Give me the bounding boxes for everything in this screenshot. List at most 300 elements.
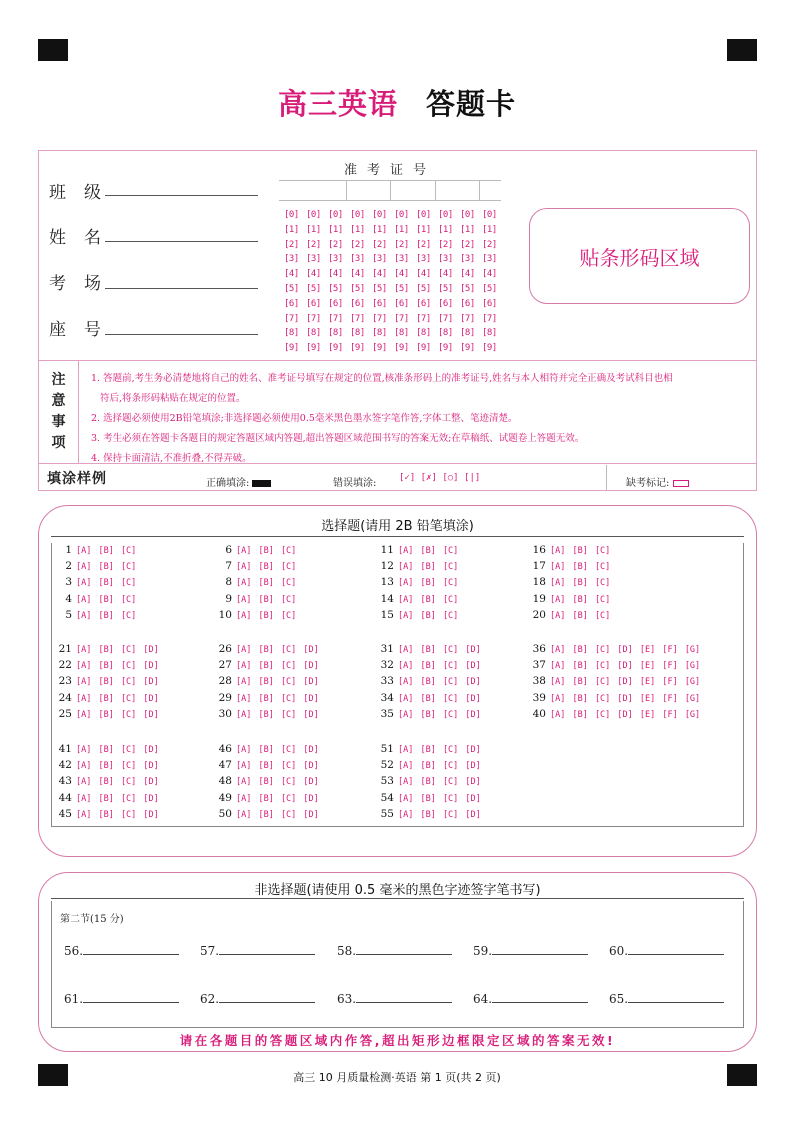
option-bubbles[interactable]: [A] [B] [C] — [236, 546, 297, 556]
question-row — [52, 592, 136, 608]
digit-bubble[interactable]: [9] — [482, 343, 497, 354]
question-row — [526, 608, 610, 624]
digit-bubble[interactable]: [5] — [350, 283, 365, 294]
question-number: 32 — [380, 659, 394, 672]
wrong-fill-marks: [✓] [✗] [○] [|] — [399, 473, 481, 483]
option-bubbles[interactable]: [A] [B] [C] [D] — [236, 777, 319, 788]
absent-label: 缺考标记: — [626, 478, 670, 489]
digit-bubble[interactable]: [8] — [460, 328, 475, 339]
alignment-mark-top-right — [727, 39, 757, 61]
absent-mark — [626, 474, 689, 489]
blank-number: 58. — [337, 944, 357, 958]
digit-bubble[interactable]: [5] — [372, 283, 387, 294]
exam-id-boxes[interactable] — [279, 180, 501, 201]
question-row — [526, 592, 610, 608]
blank-number: 61. — [64, 992, 84, 1006]
divider — [606, 465, 607, 491]
option-bubbles[interactable]: [A] [B] [C] [D] — [236, 793, 319, 804]
digit-bubble[interactable]: [7] — [394, 313, 409, 324]
digit-bubble[interactable]: [7] — [482, 313, 497, 324]
question-number: 41 — [58, 743, 72, 755]
answer-blank[interactable] — [337, 943, 452, 958]
question-column — [212, 642, 319, 723]
option-bubbles[interactable]: [A] [B] [C] — [236, 562, 297, 573]
digit-bubble[interactable]: [6] — [482, 298, 497, 309]
digit-bubble[interactable]: [8] — [416, 328, 431, 339]
blank-number: 62. — [200, 992, 220, 1006]
digit-bubble[interactable]: [5] — [394, 283, 409, 294]
option-bubbles[interactable]: [A] [B] [C] [D] — [236, 693, 319, 704]
question-number: 55 — [380, 807, 394, 820]
answer-blank[interactable] — [64, 943, 179, 958]
digit-bubble[interactable]: [7] — [416, 313, 431, 324]
digit-bubble[interactable]: [4] — [460, 269, 475, 280]
question-number: 39 — [532, 691, 546, 704]
question-row — [212, 592, 296, 608]
question-number: 18 — [532, 576, 546, 589]
question-number: 33 — [380, 675, 394, 688]
question-row — [52, 742, 159, 758]
digit-bubble[interactable]: [2] — [350, 239, 365, 250]
nonchoice-answer-area — [51, 901, 744, 1028]
option-bubbles[interactable]: [A] [B] [C] — [550, 578, 611, 589]
answer-blank[interactable] — [473, 991, 588, 1006]
question-number: 26 — [218, 643, 232, 655]
option-bubbles[interactable]: [A] [B] [C] [D] [E] [F] [G] — [550, 693, 701, 704]
option-bubbles[interactable]: [A] [B] [C] — [236, 578, 297, 589]
answer-blank[interactable] — [337, 991, 452, 1006]
digit-bubble[interactable]: [0] — [350, 210, 365, 220]
notes-heading-char: 意 — [51, 392, 66, 409]
blank-line[interactable] — [628, 943, 724, 955]
option-bubbles[interactable]: [A] [B] [C] [D] [E] [F] [G] — [550, 645, 701, 655]
blank-line[interactable] — [492, 943, 588, 955]
question-column — [526, 543, 610, 624]
option-bubbles[interactable]: [A] [B] [C] [D] — [398, 777, 481, 788]
absent-checkbox[interactable] — [673, 480, 689, 487]
digit-bubble[interactable]: [6] — [438, 298, 453, 309]
question-row — [212, 791, 319, 807]
question-number: 28 — [218, 675, 232, 688]
digit-bubble[interactable]: [0] — [284, 210, 299, 220]
digit-bubble[interactable]: [0] — [328, 210, 343, 220]
digit-bubble[interactable]: [1] — [284, 224, 299, 235]
option-bubbles[interactable]: [A] [B] [C] [D] — [236, 761, 319, 772]
digit-bubble[interactable]: [6] — [306, 298, 321, 309]
question-number: 14 — [380, 592, 394, 605]
digit-bubble[interactable]: [5] — [306, 283, 321, 294]
digit-bubble[interactable]: [6] — [460, 298, 475, 309]
question-row — [52, 707, 159, 723]
digit-bubble[interactable]: [9] — [416, 343, 431, 354]
digit-bubble[interactable]: [7] — [306, 313, 321, 324]
question-column — [374, 642, 481, 723]
digit-bubble[interactable]: [7] — [350, 313, 365, 324]
option-bubbles[interactable]: [A] [B] [C] — [236, 610, 297, 621]
exam-id-digit-column[interactable] — [306, 208, 326, 356]
nonchoice-section — [38, 872, 757, 1052]
digit-bubble[interactable]: [3] — [328, 254, 343, 265]
digit-bubble[interactable]: [6] — [350, 298, 365, 309]
answer-blank[interactable] — [609, 943, 724, 958]
sample-label: 填涂样例 — [47, 471, 107, 487]
question-row — [526, 559, 610, 575]
blank-line[interactable] — [492, 991, 588, 1003]
question-row — [526, 575, 610, 591]
digit-bubble[interactable]: [6] — [372, 298, 387, 309]
digit-bubble[interactable]: [1] — [438, 224, 453, 235]
answer-blank[interactable] — [64, 991, 179, 1006]
digit-bubble[interactable]: [5] — [328, 283, 343, 294]
answer-blank[interactable] — [473, 943, 588, 958]
option-bubbles[interactable]: [A] [B] [C] — [76, 546, 137, 556]
digit-bubble[interactable]: [1] — [328, 224, 343, 235]
question-row — [374, 674, 481, 690]
question-row — [526, 674, 700, 690]
digit-bubble[interactable]: [8] — [284, 328, 299, 339]
subject-title: 高三英语 — [277, 87, 398, 121]
notes-heading — [39, 360, 79, 463]
digit-bubble[interactable]: [2] — [482, 239, 497, 250]
digit-bubble[interactable]: [7] — [438, 313, 453, 324]
option-bubbles[interactable]: [A] [B] [C] [D] [E] [F] [G] — [550, 709, 701, 720]
digit-bubble[interactable]: [4] — [306, 269, 321, 280]
digit-bubble[interactable]: [1] — [394, 224, 409, 235]
digit-bubble[interactable]: [9] — [328, 343, 343, 354]
question-number: 22 — [58, 659, 72, 672]
option-bubbles[interactable]: [A] [B] [C] — [76, 562, 137, 573]
digit-bubble[interactable]: [4] — [394, 269, 409, 280]
option-bubbles[interactable]: [A] [B] [C] [D] — [76, 677, 159, 688]
digit-bubble[interactable]: [0] — [372, 210, 387, 220]
option-bubbles[interactable]: [A] [B] [C] — [550, 562, 611, 573]
digit-bubble[interactable]: [7] — [328, 313, 343, 324]
option-bubbles[interactable]: [A] [B] [C] [D] — [398, 745, 481, 755]
correct-fill-label: 正确填涂: — [206, 478, 250, 489]
digit-bubble[interactable]: [6] — [328, 298, 343, 309]
digit-bubble[interactable]: [0] — [438, 210, 453, 220]
room-label: 考场 — [49, 274, 119, 294]
option-bubbles[interactable]: [A] [B] [C] [D] — [236, 745, 319, 755]
option-bubbles[interactable]: [A] [B] [C] [D] — [236, 709, 319, 720]
digit-bubble[interactable]: [2] — [306, 239, 321, 250]
digit-bubble[interactable]: [7] — [460, 313, 475, 324]
digit-bubble[interactable]: [8] — [328, 328, 343, 339]
question-row — [374, 543, 458, 559]
question-row — [212, 674, 319, 690]
digit-bubble[interactable]: [7] — [284, 313, 299, 324]
question-number: 49 — [218, 791, 232, 804]
question-row — [374, 592, 458, 608]
seat-label: 座号 — [49, 320, 119, 340]
digit-bubble[interactable]: [8] — [482, 328, 497, 339]
digit-bubble[interactable]: [9] — [460, 343, 475, 354]
blank-number: 63. — [337, 992, 357, 1006]
barcode-label: 贴条形码区域 — [579, 245, 700, 270]
digit-bubble[interactable]: [3] — [306, 254, 321, 265]
option-bubbles[interactable]: [A] [B] [C] [D] — [76, 645, 159, 655]
option-bubbles[interactable]: [A] [B] [C] [D] — [76, 745, 159, 755]
blank-line[interactable] — [219, 991, 315, 1003]
digit-bubble[interactable]: [2] — [328, 239, 343, 250]
option-bubbles[interactable]: [A] [B] [C] [D] — [76, 661, 159, 672]
question-row — [52, 642, 159, 658]
blank-number: 57. — [200, 944, 220, 958]
notes-heading-char: 注 — [51, 371, 66, 388]
choice-answer-area[interactable] — [51, 543, 744, 827]
question-row — [52, 559, 136, 575]
note-item: 3. 考生必须在答题卡各题目的规定答题区域内答题,超出答题区域范围书写的答案无效;在草稿纸、试题卷上答题无效。 — [91, 433, 585, 444]
filled-bubble-icon — [252, 480, 271, 487]
digit-bubble[interactable]: [2] — [394, 239, 409, 250]
option-bubbles[interactable]: [A] [B] [C] [D] — [398, 661, 481, 672]
blank-line[interactable] — [628, 991, 724, 1003]
digit-bubble[interactable]: [0] — [306, 210, 321, 220]
option-bubbles[interactable]: [A] [B] [C] [D] [E] [F] [G] — [550, 677, 701, 688]
digit-bubble[interactable]: [2] — [438, 239, 453, 250]
question-row — [526, 691, 700, 707]
option-bubbles[interactable]: [A] [B] [C] [D] — [76, 793, 159, 804]
digit-bubble[interactable]: [9] — [372, 343, 387, 354]
question-number: 51 — [380, 743, 394, 755]
blank-number: 60. — [609, 944, 629, 958]
digit-bubble[interactable]: [8] — [306, 328, 321, 339]
question-row — [52, 691, 159, 707]
digit-bubble[interactable]: [3] — [482, 254, 497, 265]
option-bubbles[interactable]: [A] [B] [C] — [236, 594, 297, 605]
option-bubbles[interactable]: [A] [B] [C] — [398, 546, 459, 556]
digit-bubble[interactable]: [5] — [438, 283, 453, 294]
digit-bubble[interactable]: [1] — [306, 224, 321, 235]
digit-bubble[interactable]: [3] — [438, 254, 453, 265]
digit-bubble[interactable]: [3] — [284, 254, 299, 265]
part-two-label: 第二节(15 分) — [60, 914, 124, 925]
exam-id-digit-column[interactable] — [372, 208, 392, 356]
page-footer: 高三 10 月质量检测·英语 第 1 页(共 2 页) — [293, 1071, 501, 1084]
option-bubbles[interactable]: [A] [B] [C] — [76, 594, 137, 605]
digit-bubble[interactable]: [9] — [350, 343, 365, 354]
option-bubbles[interactable]: [A] [B] [C] [D] — [76, 693, 159, 704]
digit-bubble[interactable]: [1] — [482, 224, 497, 235]
digit-bubble[interactable]: [7] — [372, 313, 387, 324]
warning-text: 请在各题目的答题区域内作答,超出矩形边框限定区域的答案无效! — [179, 1033, 616, 1048]
digit-bubble[interactable]: [9] — [306, 343, 321, 354]
option-bubbles[interactable]: [A] [B] [C] [D] — [236, 645, 319, 655]
blank-number: 64. — [473, 992, 493, 1006]
answer-blank[interactable] — [609, 991, 724, 1006]
question-number: 3 — [65, 576, 72, 589]
option-bubbles[interactable]: [A] [B] [C] [D] — [236, 661, 319, 672]
digit-bubble[interactable]: [0] — [416, 210, 431, 220]
blank-line[interactable] — [83, 991, 179, 1003]
digit-bubble[interactable]: [5] — [460, 283, 475, 294]
question-number: 24 — [58, 691, 72, 704]
digit-bubble[interactable]: [0] — [394, 210, 409, 220]
digit-bubble[interactable]: [2] — [416, 239, 431, 250]
room-field[interactable] — [105, 288, 258, 289]
question-number: 8 — [225, 576, 232, 589]
digit-bubble[interactable]: [2] — [284, 239, 299, 250]
divider — [39, 463, 756, 464]
blank-line[interactable] — [83, 943, 179, 955]
exam-id-digit-column[interactable] — [328, 208, 348, 356]
digit-bubble[interactable]: [1] — [416, 224, 431, 235]
option-bubbles[interactable]: [A] [B] [C] [D] — [236, 677, 319, 688]
question-row — [374, 758, 481, 774]
question-row — [52, 608, 136, 624]
exam-id-digit-column[interactable] — [394, 208, 414, 356]
question-row — [212, 691, 319, 707]
digit-bubble[interactable]: [4] — [482, 269, 497, 280]
question-number: 27 — [218, 659, 232, 672]
option-bubbles[interactable]: [A] [B] [C] [D] — [398, 693, 481, 704]
blank-line[interactable] — [219, 943, 315, 955]
exam-id-digit-column[interactable] — [482, 208, 502, 356]
option-bubbles[interactable]: [A] [B] [C] [D] — [76, 761, 159, 772]
digit-bubble[interactable]: [6] — [416, 298, 431, 309]
seat-field[interactable] — [105, 334, 258, 335]
digit-bubble[interactable]: [1] — [372, 224, 387, 235]
notes-heading-char: 项 — [51, 434, 66, 451]
exam-id-digit-column[interactable] — [284, 208, 304, 356]
exam-id-digit-column[interactable] — [350, 208, 370, 356]
option-bubbles[interactable]: [A] [B] [C] — [398, 578, 459, 589]
digit-bubble[interactable]: [9] — [438, 343, 453, 354]
digit-bubble[interactable]: [4] — [328, 269, 343, 280]
digit-bubble[interactable]: [4] — [372, 269, 387, 280]
digit-bubble[interactable]: [3] — [460, 254, 475, 265]
class-field[interactable] — [105, 195, 258, 196]
option-bubbles[interactable]: [A] [B] [C] [D] — [76, 709, 159, 720]
option-bubbles[interactable]: [A] [B] [C] [D] — [398, 709, 481, 720]
digit-bubble[interactable]: [8] — [394, 328, 409, 339]
blank-number: 56. — [64, 944, 84, 958]
digit-bubble[interactable]: [1] — [350, 224, 365, 235]
option-bubbles[interactable]: [A] [B] [C] — [550, 594, 611, 605]
digit-bubble[interactable]: [9] — [284, 343, 299, 354]
question-row — [526, 543, 610, 559]
question-column — [52, 742, 159, 823]
question-column — [212, 742, 319, 823]
option-bubbles[interactable]: [A] [B] [C] [D] — [76, 777, 159, 788]
name-field[interactable] — [105, 241, 258, 242]
question-number: 31 — [380, 643, 394, 655]
digit-bubble[interactable]: [2] — [372, 239, 387, 250]
question-row — [526, 707, 700, 723]
question-number: 15 — [380, 608, 394, 621]
blank-number: 59. — [473, 944, 493, 958]
answer-blank[interactable] — [200, 943, 315, 958]
digit-bubble[interactable]: [8] — [372, 328, 387, 339]
option-bubbles[interactable]: [A] [B] [C] [D] — [398, 677, 481, 688]
option-bubbles[interactable]: [A] [B] [C] [D] — [236, 809, 319, 820]
question-row — [212, 642, 319, 658]
digit-bubble[interactable]: [3] — [416, 254, 431, 265]
blank-line[interactable] — [356, 943, 452, 955]
option-bubbles[interactable]: [A] [B] [C] — [398, 562, 459, 573]
question-row — [52, 543, 136, 559]
blank-line[interactable] — [356, 991, 452, 1003]
choice-title: 选择题(请用 2B 铅笔填涂) — [321, 519, 474, 534]
exam-id-digit-column[interactable] — [460, 208, 480, 356]
digit-bubble[interactable]: [9] — [394, 343, 409, 354]
question-number: 44 — [58, 791, 72, 804]
question-number: 36 — [532, 643, 546, 655]
question-row — [52, 758, 159, 774]
question-number: 17 — [532, 560, 546, 573]
option-bubbles[interactable]: [A] [B] [C] [D] — [398, 809, 481, 820]
digit-bubble[interactable]: [5] — [284, 283, 299, 294]
notes-heading-char: 事 — [51, 413, 66, 430]
question-row — [212, 742, 319, 758]
question-row — [374, 707, 481, 723]
page-title — [0, 82, 794, 123]
question-number: 29 — [218, 691, 232, 704]
digit-bubble[interactable]: [6] — [394, 298, 409, 309]
digit-bubble[interactable]: [4] — [416, 269, 431, 280]
question-row — [52, 807, 159, 823]
digit-bubble[interactable]: [4] — [350, 269, 365, 280]
question-number: 34 — [380, 691, 394, 704]
option-bubbles[interactable]: [A] [B] [C] [D] [E] [F] [G] — [550, 661, 701, 672]
option-bubbles[interactable]: [A] [B] [C] — [550, 546, 611, 556]
digit-bubble[interactable]: [8] — [350, 328, 365, 339]
digit-bubble[interactable]: [4] — [438, 269, 453, 280]
exam-id-digit-column[interactable] — [416, 208, 436, 356]
option-bubbles[interactable]: [A] [B] [C] — [550, 610, 611, 621]
digit-bubble[interactable]: [0] — [460, 210, 475, 220]
digit-bubble[interactable]: [0] — [482, 210, 497, 220]
question-number: 7 — [225, 560, 232, 573]
digit-bubble[interactable]: [3] — [394, 254, 409, 265]
digit-bubble[interactable]: [6] — [284, 298, 299, 309]
question-number: 4 — [65, 592, 72, 605]
question-number: 53 — [380, 775, 394, 788]
option-bubbles[interactable]: [A] [B] [C] — [398, 594, 459, 605]
question-number: 13 — [380, 576, 394, 589]
question-row — [212, 774, 319, 790]
digit-bubble[interactable]: [3] — [350, 254, 365, 265]
option-bubbles[interactable]: [A] [B] [C] [D] — [398, 645, 481, 655]
option-bubbles[interactable]: [A] [B] [C] — [76, 578, 137, 589]
option-bubbles[interactable]: [A] [B] [C] [D] — [76, 809, 159, 820]
option-bubbles[interactable]: [A] [B] [C] [D] — [398, 761, 481, 772]
question-row — [526, 642, 700, 658]
digit-bubble[interactable]: [5] — [416, 283, 431, 294]
option-bubbles[interactable]: [A] [B] [C] — [76, 610, 137, 621]
note-item: 4. 保持卡面清洁,不准折叠,不得弄破。 — [91, 453, 252, 464]
question-row — [212, 658, 319, 674]
question-number: 43 — [58, 775, 72, 788]
digit-bubble[interactable]: [2] — [460, 239, 475, 250]
question-number: 11 — [380, 544, 394, 556]
digit-bubble[interactable]: [1] — [460, 224, 475, 235]
digit-bubble[interactable]: [5] — [482, 283, 497, 294]
answer-blank[interactable] — [200, 991, 315, 1006]
notes-list — [91, 369, 751, 469]
question-row — [526, 658, 700, 674]
digit-bubble[interactable]: [4] — [284, 269, 299, 280]
note-item: 1. 答题前,考生务必清楚地将自己的姓名、准考证号填写在规定的位置,核准条形码上的准考证号,姓名与本人相符并完全正确及考试科目也相 — [91, 373, 673, 384]
option-bubbles[interactable]: [A] [B] [C] [D] — [398, 793, 481, 804]
option-bubbles[interactable]: [A] [B] [C] — [398, 610, 459, 621]
question-number: 19 — [532, 592, 546, 605]
question-number: 1 — [65, 544, 72, 556]
digit-bubble[interactable]: [8] — [438, 328, 453, 339]
exam-id-digit-column[interactable] — [438, 208, 458, 356]
digit-bubble[interactable]: [3] — [372, 254, 387, 265]
card-title: 答题卡 — [426, 87, 517, 121]
